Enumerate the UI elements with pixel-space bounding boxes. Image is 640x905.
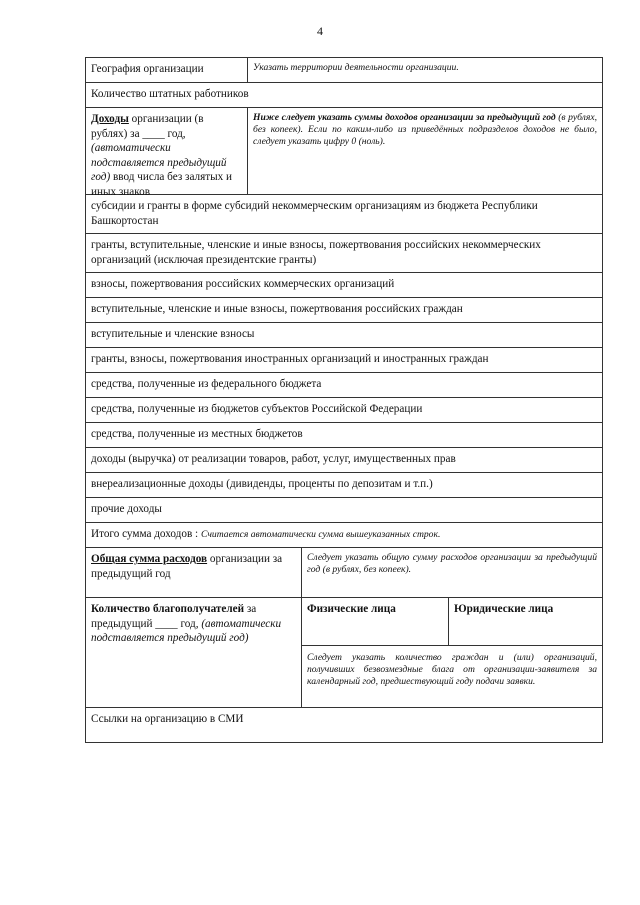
income-item-row[interactable] bbox=[86, 348, 602, 373]
income-item-label: средства, полученные из бюджетов субъектов Российской Федерации bbox=[91, 403, 423, 415]
income-item-label: внереализационные доходы (дивиденды, проценты по депозитам и т.п.) bbox=[91, 478, 433, 490]
income-item-row[interactable] bbox=[86, 398, 602, 423]
income-hint bbox=[248, 108, 602, 194]
income-item-row[interactable] bbox=[86, 498, 602, 523]
income-label-rest: организации (в рублях) за ____ год, bbox=[91, 113, 204, 140]
income-hint-bold: Ниже следует указать суммы доходов организации за предыдущий год bbox=[253, 112, 556, 123]
income-item-row[interactable] bbox=[86, 273, 602, 298]
total-label: Итого сумма доходов : bbox=[91, 528, 201, 540]
income-item-label: взносы, пожертвования российских коммерческих организаций bbox=[91, 278, 395, 290]
expenses-label bbox=[86, 548, 302, 597]
staff-row[interactable] bbox=[86, 83, 602, 108]
legal-entities-input[interactable]: Юридические лица bbox=[454, 603, 554, 615]
individuals-input[interactable]: Физические лица bbox=[302, 598, 449, 645]
income-hint-rest: (в рублях, без копеек). Если по каким-либо из приведённых подразделов доходов не было, следует указать цифру 0 (ноль). bbox=[253, 112, 597, 147]
income-item-row[interactable] bbox=[86, 298, 602, 323]
beneficiaries-inputs bbox=[302, 598, 602, 707]
organization-form bbox=[85, 57, 603, 743]
expenses-row bbox=[86, 548, 602, 598]
expenses-label-rest: организации за предыдущий год bbox=[91, 553, 283, 580]
beneficiaries-hint: Следует указать количество граждан и (или) организаций, получивших безвозмездные блага от организации-заявителя за календарный год, предшествующий году подачи заявки. bbox=[307, 652, 597, 687]
income-item-label: субсидии и гранты в форме субсидий некоммерческим организациям из бюджета Республики Башкортостан bbox=[91, 200, 538, 227]
total-hint: Считается автоматически сумма вышеуказанных строк. bbox=[200, 529, 441, 540]
income-item-label: доходы (выручка) от реализации товаров, работ, услуг, имущественных прав bbox=[91, 453, 456, 465]
media-label: Ссылки на организацию в СМИ bbox=[91, 713, 244, 725]
geography-row bbox=[86, 58, 602, 83]
beneficiaries-label-title: Количество благополучателей bbox=[91, 603, 245, 615]
income-item-row[interactable] bbox=[86, 234, 602, 273]
income-item-row[interactable] bbox=[86, 323, 602, 348]
income-label-italic: (автоматически подставляется предыдущий год) bbox=[91, 142, 227, 184]
income-item-row[interactable] bbox=[86, 473, 602, 498]
geography-label: География организации bbox=[86, 58, 248, 82]
income-item-label: вступительные, членские и иные взносы, пожертвования российских граждан bbox=[91, 303, 463, 315]
income-item-label: гранты, вступительные, членские и иные взносы, пожертвования российских некоммерческих организаций (исключая президентские гранты) bbox=[91, 239, 541, 266]
income-item-row[interactable] bbox=[86, 448, 602, 473]
income-item-label: прочие доходы bbox=[91, 503, 162, 515]
income-label-title: Доходы bbox=[91, 113, 129, 125]
income-item-row[interactable] bbox=[86, 423, 602, 448]
staff-label: Количество штатных работников bbox=[91, 88, 249, 100]
media-row[interactable] bbox=[86, 708, 602, 742]
total-cell bbox=[86, 523, 602, 547]
income-label bbox=[86, 108, 248, 198]
beneficiaries-label bbox=[86, 598, 302, 707]
expenses-label-title: Общая сумма расходов bbox=[91, 553, 208, 565]
total-row bbox=[86, 523, 602, 548]
expenses-input[interactable]: Следует указать общую сумму расходов организации за предыдущий год (в рублях, без копеек). bbox=[307, 552, 597, 575]
income-item-label: вступительные и членские взносы bbox=[91, 328, 255, 340]
income-item-label: средства, полученные из местных бюджетов bbox=[91, 428, 303, 440]
income-item-label: гранты, взносы, пожертвования иностранных организаций и иностранных граждан bbox=[91, 353, 489, 365]
income-header-row bbox=[86, 108, 602, 198]
beneficiaries-label-rest: за предыдущий ____ год, bbox=[91, 603, 257, 630]
income-item-row[interactable] bbox=[86, 373, 602, 398]
income-label-tail: ввод числа без залятых и иных знаков bbox=[91, 171, 233, 198]
income-item-row[interactable] bbox=[86, 195, 602, 234]
income-item-label: средства, полученные из федерального бюджета bbox=[91, 378, 322, 390]
beneficiaries-columns bbox=[302, 598, 602, 646]
beneficiaries-row bbox=[86, 598, 602, 708]
beneficiaries-label-italic: (автоматически подставляется предыдущий год) bbox=[91, 617, 282, 645]
geography-input[interactable]: Указать территории деятельности организации. bbox=[253, 62, 459, 73]
page-number: 4 bbox=[317, 24, 323, 38]
